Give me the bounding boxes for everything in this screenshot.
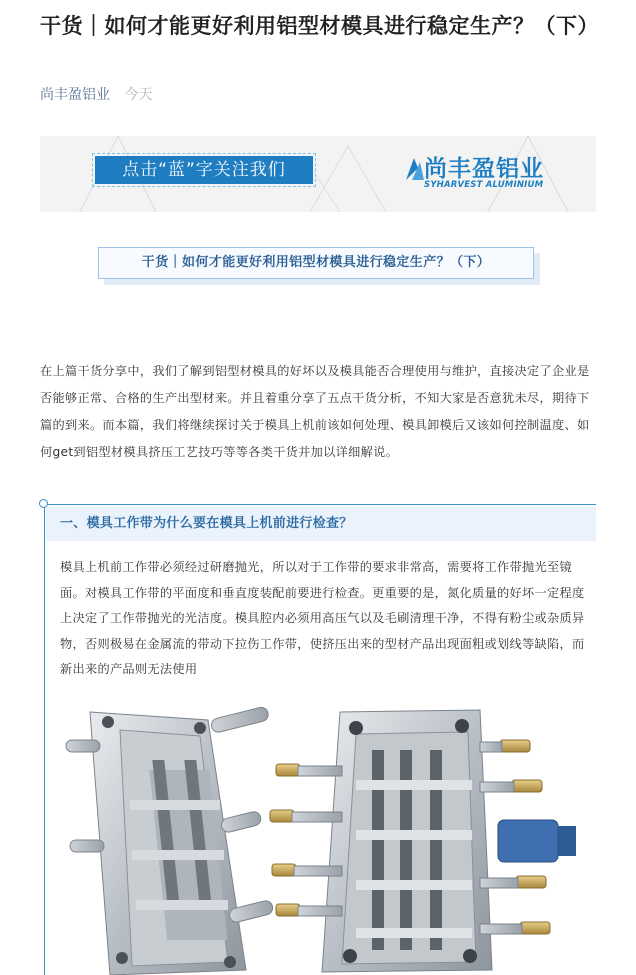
section-heading: 一、模具工作带为什么要在模具上机前进行检查？ <box>60 516 353 531</box>
publish-date: 今天 <box>124 87 153 103</box>
logo-english-text: SYHARVEST ALUMINIUM <box>424 180 544 190</box>
follow-us-button[interactable] <box>92 153 316 187</box>
mold-photo <box>60 700 596 975</box>
follow-banner[interactable] <box>40 136 596 212</box>
section-heading-bar <box>46 507 596 541</box>
follow-us-label: 点击“蓝”字关注我们 <box>95 156 313 184</box>
article-title: 干货｜如何才能更好利用铝型材模具进行稳定生产？（下） <box>40 14 599 38</box>
section-border-left <box>44 504 45 975</box>
author-link[interactable]: 尚丰盈铝业 <box>40 87 110 103</box>
section-border-top <box>44 504 596 505</box>
subtitle-text: 干货｜如何才能更好利用铝型材模具进行稳定生产？（下） <box>141 255 491 270</box>
subtitle-box <box>98 247 534 279</box>
intro-paragraph: 在上篇干货分享中，我们了解到铝型材模具的好坏以及模具能否合理使用与维护，直接决定了企业是否能够正常、合格的生产出型材来。并且着重分享了五点干货分析，不知大家是否意犹未尽，期待下篇的到来。而本篇，我们将继续探讨关于模具上机前该如何处理、模具卸模后又该如何控制温度、如何get到铝型材模具挤压工艺技巧等等各类干货并加以详细解说。 <box>40 364 590 459</box>
logo-mark-icon <box>404 156 426 182</box>
logo-chinese-text: 尚丰盈铝业 <box>424 156 544 182</box>
section-body-paragraph: 模具上机前工作带必须经过研磨抛光，所以对于工作带的要求非常高，需要将工作带抛光至镜面。对模具工作带的平面度和垂直度装配前要进行检查。更重要的是，氮化质量的好坏一定程度上决定了工作带抛光的光洁度。模具腔内必须用高压气以及毛刷清理干净，不得有粉尘或杂质异物，否则极易在金属流的带动下拉伤工作带，使挤压出来的型材产品出现面粗或划线等缺陷，而新出来的产品则无法使用 <box>60 560 585 676</box>
brand-logo <box>404 150 544 196</box>
article-meta <box>40 84 152 104</box>
